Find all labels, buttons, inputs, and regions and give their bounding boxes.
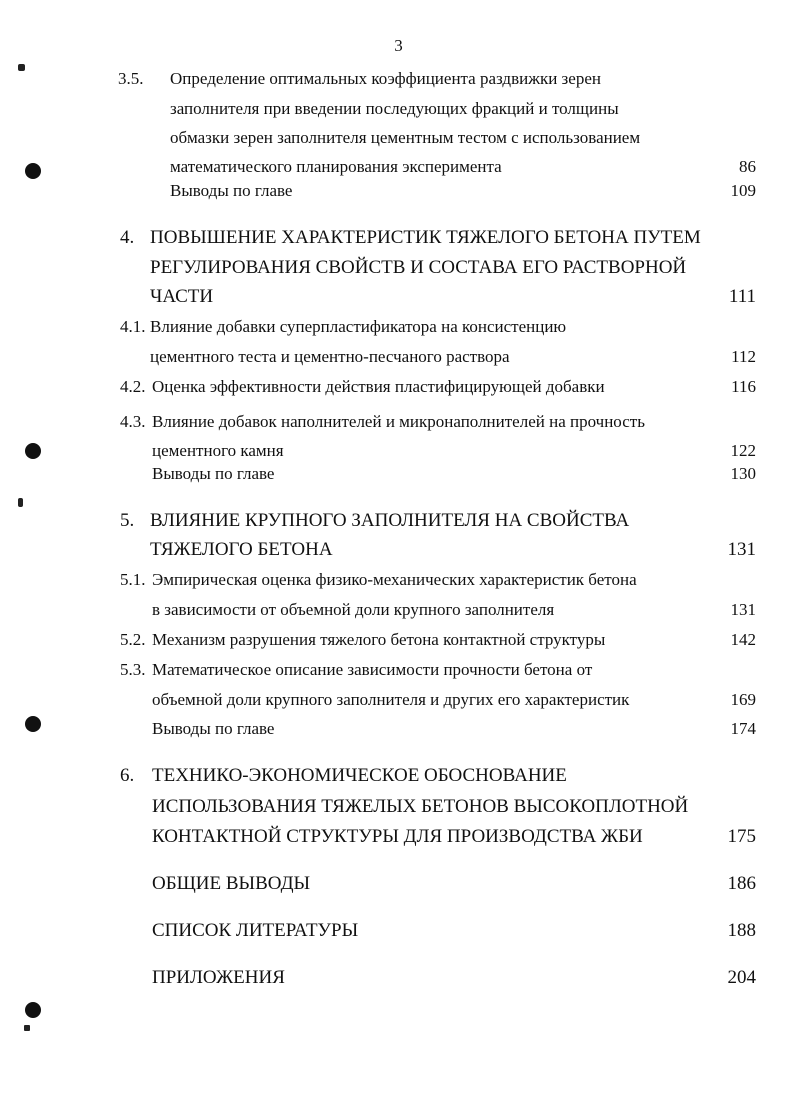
page-ref: 175 bbox=[727, 826, 756, 847]
section-title: ВЛИЯНИЕ КРУПНОГО ЗАПОЛНИТЕЛЯ НА СВОЙСТВА bbox=[150, 510, 630, 531]
toc-line bbox=[0, 286, 797, 312]
toc-line bbox=[0, 464, 797, 490]
section-number: 3.5. bbox=[118, 69, 144, 88]
toc-line bbox=[0, 765, 797, 791]
section-title: СПИСОК ЛИТЕРАТУРЫ bbox=[152, 920, 359, 941]
toc-line bbox=[0, 967, 797, 993]
section-title: КОНТАКТНОЙ СТРУКТУРЫ ДЛЯ ПРОИЗВОДСТВА ЖБИ bbox=[152, 826, 643, 847]
page-ref: 116 bbox=[731, 377, 756, 396]
toc-line bbox=[0, 157, 797, 183]
toc-line bbox=[0, 227, 797, 253]
page-ref: 188 bbox=[727, 920, 756, 941]
page-ref: 111 bbox=[728, 286, 756, 307]
section-title: Влияние добавки суперпластификатора на консистенцию bbox=[150, 317, 567, 336]
section-number: 4.1. bbox=[120, 317, 146, 336]
section-title: заполнителя при введении последующих фракций и толщины bbox=[170, 99, 619, 118]
section-title: Выводы по главе bbox=[170, 181, 293, 200]
page-ref: 174 bbox=[730, 719, 756, 738]
toc-line bbox=[0, 99, 797, 125]
toc-line bbox=[0, 377, 797, 403]
toc-line bbox=[0, 539, 797, 565]
toc-line bbox=[0, 690, 797, 716]
section-number: 5. bbox=[120, 510, 135, 531]
section-title: объемной доли крупного заполнителя и других его характеристик bbox=[152, 690, 630, 709]
section-number: 5.1. bbox=[120, 570, 146, 589]
section-title: Выводы по главе bbox=[152, 719, 275, 738]
toc-line bbox=[0, 128, 797, 154]
page-ref: 169 bbox=[730, 690, 756, 709]
page-ref: 131 bbox=[730, 600, 756, 619]
toc-line bbox=[0, 317, 797, 343]
page-ref: 131 bbox=[727, 539, 756, 560]
section-title: ТЕХНИКО-ЭКОНОМИЧЕСКОЕ ОБОСНОВАНИЕ bbox=[152, 765, 567, 786]
section-number: 5.2. bbox=[120, 630, 146, 649]
toc-line bbox=[0, 796, 797, 822]
section-title: обмазки зерен заполнителя цементным тестом с использованием bbox=[170, 128, 641, 147]
toc-line bbox=[0, 873, 797, 899]
section-number: 5.3. bbox=[120, 660, 146, 679]
section-title: ЧАСТИ bbox=[150, 286, 214, 307]
section-title: ПОВЫШЕНИЕ ХАРАКТЕРИСТИК ТЯЖЕЛОГО БЕТОНА ПУТЕМ bbox=[150, 227, 701, 248]
page-ref: 122 bbox=[730, 441, 756, 460]
page-ref: 186 bbox=[727, 873, 756, 894]
scan-speck bbox=[24, 1025, 30, 1031]
page-ref: 109 bbox=[730, 181, 756, 200]
toc-line bbox=[0, 570, 797, 596]
section-title: Выводы по главе bbox=[152, 464, 275, 483]
toc-line bbox=[0, 719, 797, 745]
toc-line bbox=[0, 826, 797, 852]
section-title: Механизм разрушения тяжелого бетона контактной структуры bbox=[152, 630, 606, 649]
toc-line bbox=[0, 257, 797, 283]
punch-hole bbox=[25, 1002, 41, 1018]
scan-speck bbox=[18, 498, 23, 507]
section-title: математического планирования эксперимента bbox=[170, 157, 502, 176]
section-title: ПРИЛОЖЕНИЯ bbox=[152, 967, 285, 988]
section-number: 6. bbox=[120, 765, 135, 786]
toc-line bbox=[0, 347, 797, 373]
section-title: Оценка эффективности действия пластифицирующей добавки bbox=[152, 377, 605, 396]
toc-line bbox=[0, 630, 797, 656]
section-title: ИСПОЛЬЗОВАНИЯ ТЯЖЕЛЫХ БЕТОНОВ ВЫСОКОПЛОТНОЙ bbox=[152, 796, 689, 817]
section-title: Эмпирическая оценка физико-механических характеристик бетона bbox=[152, 570, 637, 589]
page-number: 3 bbox=[394, 36, 403, 55]
section-title: РЕГУЛИРОВАНИЯ СВОЙСТВ И СОСТАВА ЕГО РАСТВОРНОЙ bbox=[150, 257, 687, 278]
section-title: цементного камня bbox=[152, 441, 284, 460]
section-number: 4.3. bbox=[120, 412, 146, 431]
toc-line bbox=[0, 510, 797, 536]
page-ref: 142 bbox=[730, 630, 756, 649]
section-title: ОБЩИЕ ВЫВОДЫ bbox=[152, 873, 311, 894]
toc-line bbox=[0, 412, 797, 438]
toc-line bbox=[0, 660, 797, 686]
page-ref: 112 bbox=[731, 347, 756, 366]
toc-line bbox=[0, 69, 797, 95]
section-title: в зависимости от объемной доли крупного заполнителя bbox=[152, 600, 555, 619]
section-title: цементного теста и цементно-песчаного раствора bbox=[150, 347, 510, 366]
toc-line bbox=[0, 920, 797, 946]
section-title: Влияние добавок наполнителей и микронаполнителей на прочность bbox=[152, 412, 645, 431]
section-number: 4. bbox=[120, 227, 135, 248]
section-title: Математическое описание зависимости прочности бетона от bbox=[152, 660, 593, 679]
page-ref: 86 bbox=[739, 157, 756, 176]
toc-line bbox=[0, 181, 797, 207]
section-title: ТЯЖЕЛОГО БЕТОНА bbox=[150, 539, 333, 560]
page-ref: 130 bbox=[730, 464, 756, 483]
section-title: Определение оптимальных коэффициента раздвижки зерен bbox=[170, 69, 601, 88]
section-number: 4.2. bbox=[120, 377, 146, 396]
page-ref: 204 bbox=[727, 967, 756, 988]
toc-line bbox=[0, 600, 797, 626]
